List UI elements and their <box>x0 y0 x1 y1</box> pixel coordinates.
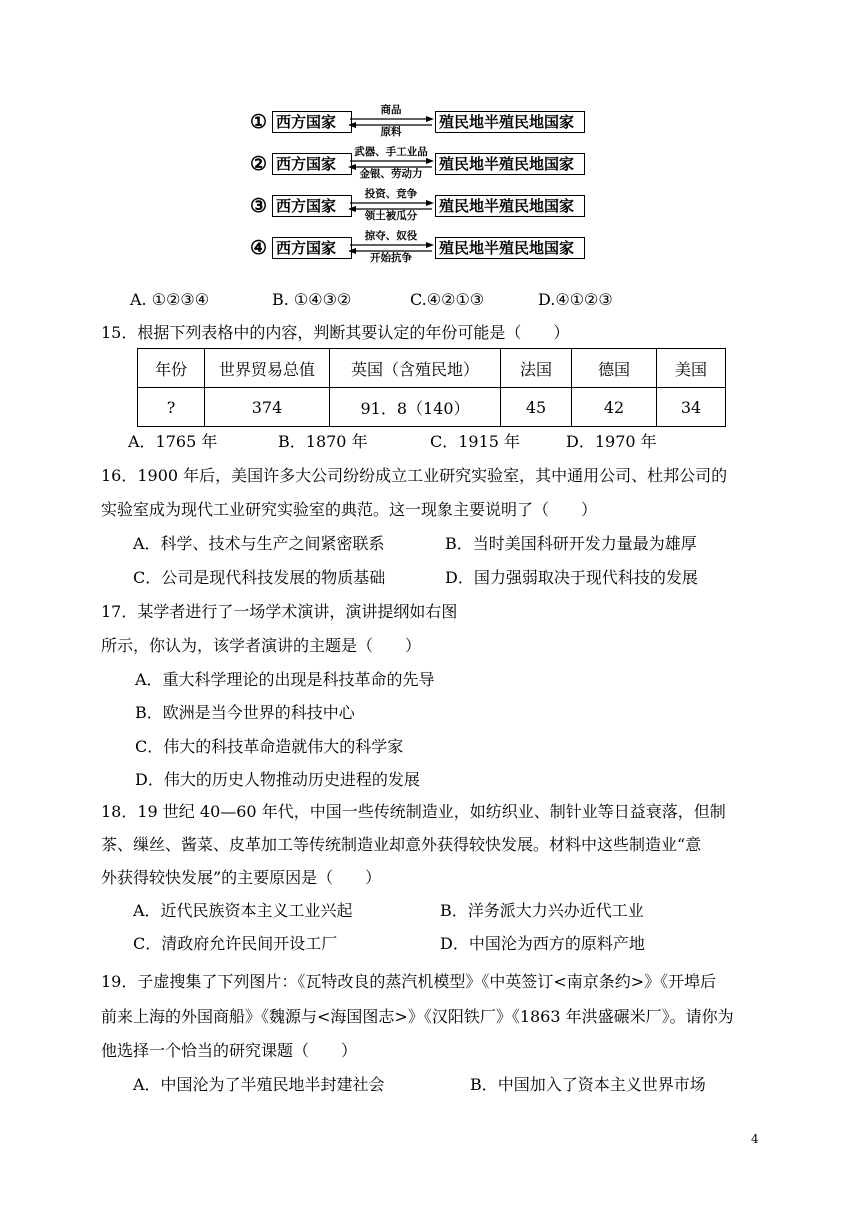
row-number: ② <box>250 153 268 175</box>
q18-stem-line2: 茶、缫丝、酱菜、皮革加工等传统制造业却意外获得较快发展。材料中这些制造业“意 <box>101 835 702 854</box>
arrow-top-label: 掠夺、奴役 <box>364 230 418 242</box>
double-arrow <box>348 145 434 185</box>
q16-option-a: A．科学、技术与生产之间紧密联系 <box>133 534 385 553</box>
west-box: 西方国家 <box>272 237 352 259</box>
colony-box: 殖民地半殖民地国家 <box>435 237 585 259</box>
table-row <box>138 388 726 427</box>
trade-table <box>137 348 726 427</box>
arrow-bottom-label: 开始抗争 <box>370 252 412 264</box>
diagram-row-3 <box>250 188 590 222</box>
arrow-top-label: 投资、竞争 <box>364 188 418 200</box>
row-number: ③ <box>250 195 268 217</box>
table-cell: 91．8（140） <box>330 388 501 427</box>
q18-option-a: A．近代民族资本主义工业兴起 <box>133 901 353 920</box>
q16-stem-line1: 16．1900 年后，美国许多大公司纷纷成立工业研究实验室，其中通用公司、杜邦公司的 <box>101 466 728 485</box>
q19-option-a: A．中国沦为了半殖民地半封建社会 <box>133 1075 385 1094</box>
west-box: 西方国家 <box>272 111 352 133</box>
q16-stem-line2: 实验室成为现代工业研究实验室的典范。这一现象主要说明了（ ） <box>101 500 598 519</box>
arrow-bottom-label: 领土被瓜分 <box>364 210 418 222</box>
q16-option-b: B．当时美国科研开发力量最为雄厚 <box>445 534 697 553</box>
q18-option-b: B．洋务派大力兴办近代工业 <box>440 901 644 920</box>
double-arrow <box>348 103 434 143</box>
arrow-bottom-label: 金银、劳动力 <box>359 168 423 180</box>
q19-option-b: B．中国加入了资本主义世界市场 <box>470 1075 706 1094</box>
colony-box: 殖民地半殖民地国家 <box>435 111 585 133</box>
table-cell: 45 <box>501 388 572 427</box>
table-cell: ? <box>138 388 205 427</box>
q17-option-a: A．重大科学理论的出现是科技革命的先导 <box>135 670 435 689</box>
table-cell: 42 <box>572 388 657 427</box>
q15-stem: 15．根据下列表格中的内容，判断其要认定的年份可能是（ ） <box>101 323 570 342</box>
west-box: 西方国家 <box>272 195 352 217</box>
q19-stem-line1: 19．子虚搜集了下列图片：《瓦特改良的蒸汽机模型》《中英签订<南京条约>》《开埠后 <box>101 972 717 991</box>
q19-stem-line3: 他选择一个恰当的研究课题（ ） <box>101 1041 358 1060</box>
q15-option-a: A．1765 年 <box>128 432 218 451</box>
table-cell: 美国 <box>657 349 726 388</box>
arrow-bottom-label: 原料 <box>380 126 402 138</box>
arrow-top-label: 商品 <box>380 104 402 116</box>
q14-option-b: B. ①④③② <box>272 290 352 309</box>
table-cell: 世界贸易总值 <box>205 349 330 388</box>
trade-relations-diagram <box>250 104 590 278</box>
table-cell: 年份 <box>138 349 205 388</box>
west-box: 西方国家 <box>272 153 352 175</box>
colony-box: 殖民地半殖民地国家 <box>435 195 585 217</box>
table-header-row <box>138 349 726 388</box>
table-cell: 法国 <box>501 349 572 388</box>
q18-option-d: D．中国沦为西方的原料产地 <box>440 934 645 953</box>
q14-option-d: D.④①②③ <box>538 290 613 309</box>
q15-option-d: D．1970 年 <box>566 432 657 451</box>
q16-option-c: C．公司是现代科技发展的物质基础 <box>133 568 386 587</box>
table-cell: 34 <box>657 388 726 427</box>
arrow-top-label: 武器、手工业品 <box>354 146 428 158</box>
q17-option-b: B．欧洲是当今世界的科技中心 <box>135 703 355 722</box>
double-arrow <box>348 229 434 269</box>
q16-option-d: D．国力强弱取决于现代科技的发展 <box>445 568 698 587</box>
q17-stem-line2: 所示，你认为，该学者演讲的主题是（ ） <box>101 636 422 655</box>
q18-stem-line3: 外获得较快发展”的主要原因是（ ） <box>101 868 382 887</box>
q15-option-b: B．1870 年 <box>278 432 368 451</box>
q19-stem-line2: 前来上海的外国商船》《魏源与<海国图志>》《汉阳铁厂》《1863 年洪盛碾米厂》。请你为 <box>101 1007 734 1026</box>
page-number: 4 <box>751 1132 759 1146</box>
double-arrow <box>348 187 434 227</box>
q17-option-d: D．伟大的历史人物推动历史进程的发展 <box>135 770 420 789</box>
table-cell: 374 <box>205 388 330 427</box>
diagram-row-2 <box>250 146 590 180</box>
table-cell: 英国（含殖民地） <box>330 349 501 388</box>
q15-option-c: C．1915 年 <box>430 432 521 451</box>
q17-option-c: C．伟大的科技革命造就伟大的科学家 <box>135 737 404 756</box>
row-number: ④ <box>250 237 268 259</box>
q14-option-a: A. ①②③④ <box>130 290 210 309</box>
diagram-row-1 <box>250 104 590 138</box>
q18-stem-line1: 18．19 世纪 40—60 年代，中国一些传统制造业，如纺织业、制针业等日益衰落，但制 <box>101 802 726 821</box>
diagram-row-4 <box>250 230 590 264</box>
row-number: ① <box>250 111 268 133</box>
colony-box: 殖民地半殖民地国家 <box>435 153 585 175</box>
q17-stem-line1: 17．某学者进行了一场学术演讲，演讲提纲如右图 <box>101 602 458 621</box>
q18-option-c: C．清政府允许民间开设工厂 <box>133 934 338 953</box>
table-cell: 德国 <box>572 349 657 388</box>
q14-option-c: C.④②①③ <box>410 290 485 309</box>
